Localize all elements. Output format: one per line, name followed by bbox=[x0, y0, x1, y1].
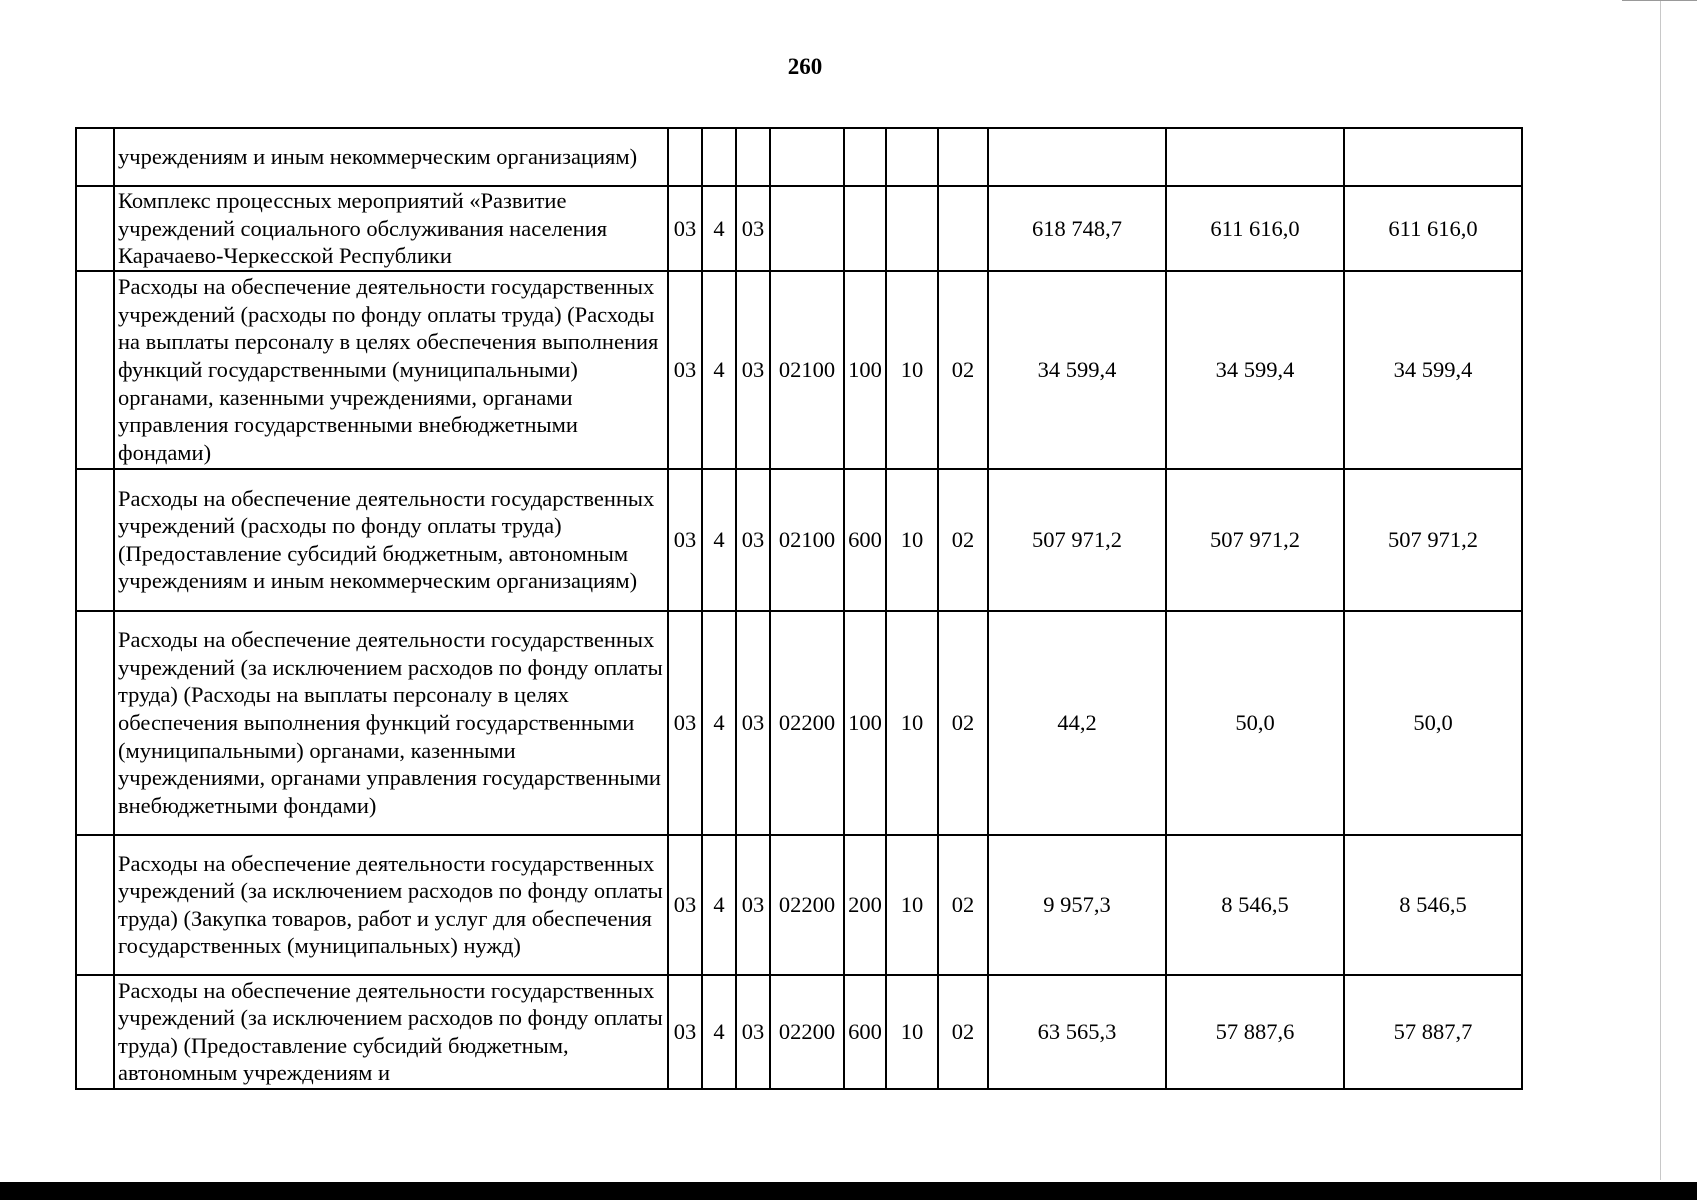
page-number: 260 bbox=[787, 54, 823, 79]
code-cell: 100 bbox=[844, 271, 886, 469]
code-cell: 10 bbox=[886, 271, 938, 469]
code-cell: 02 bbox=[938, 611, 988, 835]
code-cell: 02200 bbox=[770, 835, 844, 975]
code-cell: 4 bbox=[702, 186, 736, 271]
code-cell: 02 bbox=[938, 271, 988, 469]
code-cell: 03 bbox=[668, 835, 702, 975]
code-cell: 10 bbox=[886, 469, 938, 611]
code-cell: 4 bbox=[702, 469, 736, 611]
table-row bbox=[76, 186, 1522, 271]
amount-cell: 34 599,4 bbox=[988, 271, 1166, 469]
code-cell bbox=[844, 128, 886, 186]
code-cell: 02200 bbox=[770, 975, 844, 1089]
description-cell: Расходы на обеспечение деятельности государственных учреждений (за исключением расходов по фонду оплаты труда) (Закупка товаров, работ и услуг для обеспечения государственных (муниципальных) нужд) bbox=[114, 835, 668, 975]
row-number-cell bbox=[76, 186, 114, 271]
description-cell: Расходы на обеспечение деятельности государственных учреждений (расходы по фонду оплаты труда) (Предоставление субсидий бюджетным, автономным учреждениям и иным некоммерческим организациям) bbox=[114, 469, 668, 611]
description-cell: учреждениям и иным некоммерческим организациям) bbox=[114, 128, 668, 186]
code-cell: 02200 bbox=[770, 611, 844, 835]
code-cell: 10 bbox=[886, 975, 938, 1089]
description-cell: Комплекс процессных мероприятий «Развитие учреждений социального обслуживания населения Карачаево-Черкесской Республики bbox=[114, 186, 668, 271]
code-cell: 4 bbox=[702, 611, 736, 835]
amount-cell: 507 971,2 bbox=[1166, 469, 1344, 611]
table-row bbox=[76, 611, 1522, 835]
description-cell: Расходы на обеспечение деятельности государственных учреждений (расходы по фонду оплаты труда) (Расходы на выплаты персоналу в целях обеспечения выполнения функций государственными (муниципальными) органами, казенными учреждениями, органами управления государственными внебюджетными фондами) bbox=[114, 271, 668, 469]
amount-cell: 50,0 bbox=[1344, 611, 1522, 835]
code-cell: 02 bbox=[938, 835, 988, 975]
code-cell: 03 bbox=[736, 975, 770, 1089]
amount-cell: 57 887,6 bbox=[1166, 975, 1344, 1089]
code-cell bbox=[702, 128, 736, 186]
description-cell: Расходы на обеспечение деятельности государственных учреждений (за исключением расходов по фонду оплаты труда) (Предоставление субсидий бюджетным, автономным учреждениям и bbox=[114, 975, 668, 1089]
amount-cell bbox=[1166, 128, 1344, 186]
code-cell bbox=[938, 128, 988, 186]
code-cell: 600 bbox=[844, 469, 886, 611]
amount-cell: 50,0 bbox=[1166, 611, 1344, 835]
row-number-cell bbox=[76, 975, 114, 1089]
code-cell: 03 bbox=[668, 611, 702, 835]
amount-cell: 618 748,7 bbox=[988, 186, 1166, 271]
code-cell bbox=[886, 186, 938, 271]
row-number-cell bbox=[76, 128, 114, 186]
code-cell: 02100 bbox=[770, 271, 844, 469]
code-cell: 03 bbox=[736, 611, 770, 835]
code-cell: 200 bbox=[844, 835, 886, 975]
amount-cell: 9 957,3 bbox=[988, 835, 1166, 975]
amount-cell: 44,2 bbox=[988, 611, 1166, 835]
code-cell: 100 bbox=[844, 611, 886, 835]
amount-cell: 507 971,2 bbox=[1344, 469, 1522, 611]
amount-cell: 611 616,0 bbox=[1166, 186, 1344, 271]
code-cell: 10 bbox=[886, 611, 938, 835]
code-cell: 03 bbox=[736, 186, 770, 271]
table-row bbox=[76, 469, 1522, 611]
description-cell: Расходы на обеспечение деятельности государственных учреждений (за исключением расходов по фонду оплаты труда) (Расходы на выплаты персоналу в целях обеспечения выполнения функций государственными (муниципальными) органами, казенными учреждениями, органами управления государственными внебюджетными фондами) bbox=[114, 611, 668, 835]
amount-cell: 63 565,3 bbox=[988, 975, 1166, 1089]
code-cell bbox=[770, 128, 844, 186]
scan-edge-line bbox=[1660, 0, 1661, 1180]
code-cell bbox=[938, 186, 988, 271]
code-cell: 02 bbox=[938, 975, 988, 1089]
amount-cell: 507 971,2 bbox=[988, 469, 1166, 611]
code-cell: 03 bbox=[736, 835, 770, 975]
code-cell bbox=[886, 128, 938, 186]
code-cell bbox=[770, 186, 844, 271]
code-cell: 4 bbox=[702, 975, 736, 1089]
amount-cell: 34 599,4 bbox=[1344, 271, 1522, 469]
code-cell: 02100 bbox=[770, 469, 844, 611]
row-number-cell bbox=[76, 469, 114, 611]
row-number-cell bbox=[76, 835, 114, 975]
scan-edge-mark bbox=[1622, 0, 1697, 1]
amount-cell bbox=[988, 128, 1166, 186]
amount-cell: 611 616,0 bbox=[1344, 186, 1522, 271]
amount-cell bbox=[1344, 128, 1522, 186]
scan-bottom-border bbox=[0, 1182, 1697, 1200]
code-cell: 03 bbox=[668, 975, 702, 1089]
row-number-cell bbox=[76, 611, 114, 835]
amount-cell: 57 887,7 bbox=[1344, 975, 1522, 1089]
code-cell bbox=[844, 186, 886, 271]
table-row bbox=[76, 975, 1522, 1089]
code-cell: 03 bbox=[736, 469, 770, 611]
amount-cell: 8 546,5 bbox=[1344, 835, 1522, 975]
code-cell: 03 bbox=[668, 271, 702, 469]
code-cell: 03 bbox=[736, 271, 770, 469]
code-cell: 4 bbox=[702, 835, 736, 975]
table-row bbox=[76, 271, 1522, 469]
code-cell: 4 bbox=[702, 271, 736, 469]
code-cell: 10 bbox=[886, 835, 938, 975]
table-row bbox=[76, 835, 1522, 975]
table-row bbox=[76, 128, 1522, 186]
code-cell: 600 bbox=[844, 975, 886, 1089]
code-cell: 03 bbox=[668, 186, 702, 271]
amount-cell: 34 599,4 bbox=[1166, 271, 1344, 469]
row-number-cell bbox=[76, 271, 114, 469]
code-cell bbox=[668, 128, 702, 186]
amount-cell: 8 546,5 bbox=[1166, 835, 1344, 975]
budget-table bbox=[75, 127, 1523, 1090]
code-cell: 02 bbox=[938, 469, 988, 611]
code-cell bbox=[736, 128, 770, 186]
code-cell: 03 bbox=[668, 469, 702, 611]
